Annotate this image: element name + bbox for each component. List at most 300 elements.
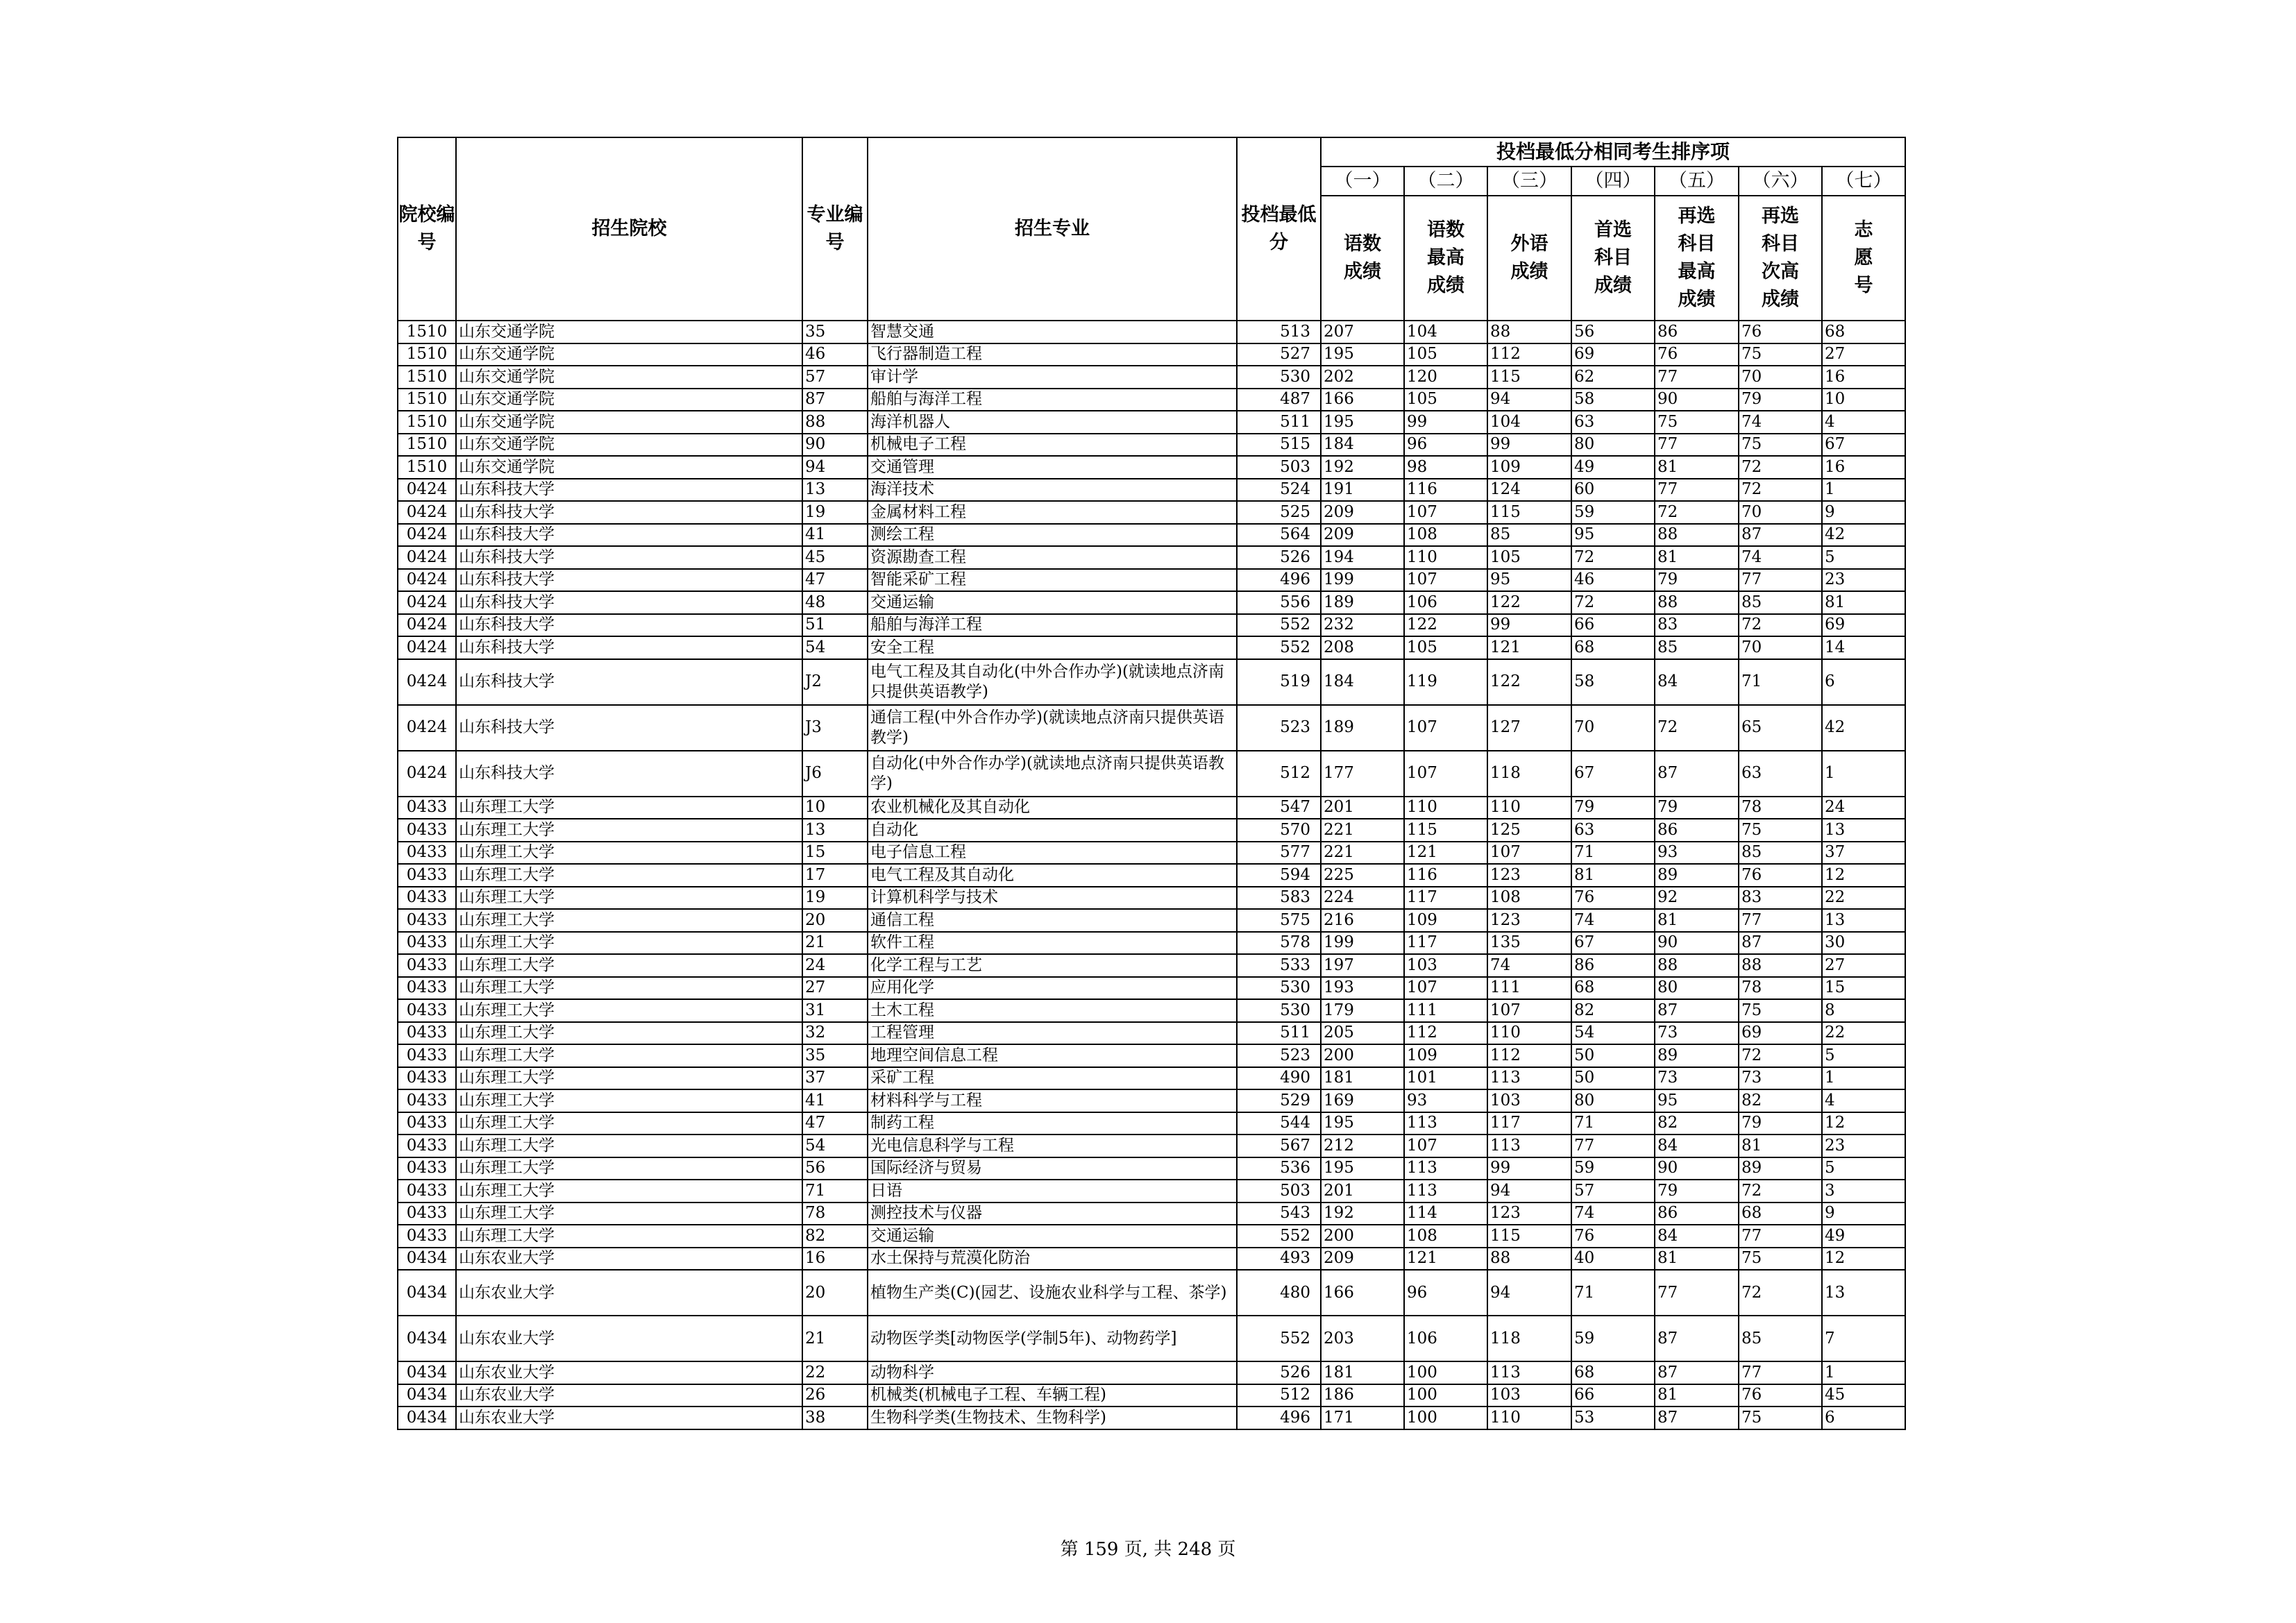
cell-school-code: 1510	[398, 456, 456, 479]
table-row	[398, 977, 1905, 1000]
cell-score-4: 70	[1571, 705, 1655, 751]
cell-score-7: 45	[1822, 1384, 1905, 1407]
cell-score-4: 80	[1571, 434, 1655, 457]
cell-major-code: 47	[802, 569, 868, 592]
cell-major-name: 日语	[868, 1180, 1237, 1203]
table-row	[398, 1112, 1905, 1135]
table-row	[398, 1135, 1905, 1157]
cell-score-2: 100	[1404, 1361, 1487, 1384]
cell-score-2: 110	[1404, 546, 1487, 569]
table-row	[398, 411, 1905, 434]
cell-score-1: 171	[1321, 1407, 1404, 1429]
cell-score-3: 99	[1487, 614, 1571, 637]
cell-score-6: 87	[1739, 932, 1822, 955]
cell-score-6: 77	[1739, 1361, 1822, 1384]
cell-score-7: 1	[1822, 1067, 1905, 1090]
cell-score-6: 70	[1739, 636, 1822, 659]
cell-school-code: 1510	[398, 389, 456, 411]
cell-score-7: 1	[1822, 1361, 1905, 1384]
cell-score-7: 15	[1822, 977, 1905, 1000]
cell-score-6: 73	[1739, 1067, 1822, 1090]
cell-score-7: 12	[1822, 1112, 1905, 1135]
cell-school-name: 山东理工大学	[456, 977, 802, 1000]
cell-score-2: 105	[1404, 636, 1487, 659]
cell-score-5: 76	[1655, 343, 1739, 366]
cell-school-name: 山东理工大学	[456, 1112, 802, 1135]
cell-score-6: 72	[1739, 456, 1822, 479]
cell-major-name: 电气工程及其自动化(中外合作办学)(就读地点济南只提供英语教学)	[868, 659, 1237, 705]
cell-score-1: 200	[1321, 1044, 1404, 1067]
cell-score-6: 83	[1739, 887, 1822, 910]
cell-score-3: 118	[1487, 1316, 1571, 1361]
cell-score-1: 201	[1321, 797, 1404, 819]
cell-score-1: 200	[1321, 1225, 1404, 1248]
cell-school-name: 山东理工大学	[456, 932, 802, 955]
cell-score-5: 82	[1655, 1112, 1739, 1135]
cell-school-code: 0433	[398, 909, 456, 932]
cell-score-6: 63	[1739, 751, 1822, 797]
cell-score-3: 103	[1487, 1089, 1571, 1112]
cell-school-code: 0433	[398, 932, 456, 955]
cell-score-6: 70	[1739, 366, 1822, 389]
cell-score-2: 108	[1404, 524, 1487, 547]
cell-major-name: 土木工程	[868, 999, 1237, 1022]
cell-min-score: 533	[1237, 954, 1321, 977]
cell-score-2: 106	[1404, 591, 1487, 614]
cell-score-6: 75	[1739, 819, 1822, 842]
cell-major-code: 78	[802, 1203, 868, 1225]
cell-score-5: 81	[1655, 909, 1739, 932]
cell-score-3: 88	[1487, 1248, 1571, 1271]
cell-min-score: 530	[1237, 999, 1321, 1022]
table-header	[398, 137, 1905, 321]
cell-major-name: 农业机械化及其自动化	[868, 797, 1237, 819]
cell-score-7: 7	[1822, 1316, 1905, 1361]
cell-major-name: 水土保持与荒漠化防治	[868, 1248, 1237, 1271]
cell-score-5: 77	[1655, 479, 1739, 502]
cell-major-name: 材料科学与工程	[868, 1089, 1237, 1112]
cell-school-code: 0433	[398, 797, 456, 819]
cell-major-code: 22	[802, 1361, 868, 1384]
cell-score-4: 86	[1571, 954, 1655, 977]
cell-major-name: 金属材料工程	[868, 501, 1237, 524]
cell-score-5: 86	[1655, 1203, 1739, 1225]
cell-major-code: 32	[802, 1022, 868, 1045]
cell-major-code: 17	[802, 864, 868, 887]
cell-score-5: 89	[1655, 1044, 1739, 1067]
cell-min-score: 536	[1237, 1157, 1321, 1180]
cell-score-1: 195	[1321, 1157, 1404, 1180]
cell-min-score: 525	[1237, 501, 1321, 524]
cell-score-6: 70	[1739, 501, 1822, 524]
cell-score-7: 9	[1822, 501, 1905, 524]
cell-score-1: 221	[1321, 842, 1404, 865]
header-order-4: （四）	[1571, 167, 1655, 196]
cell-min-score: 552	[1237, 636, 1321, 659]
cell-school-name: 山东农业大学	[456, 1407, 802, 1429]
cell-school-name: 山东交通学院	[456, 366, 802, 389]
cell-score-3: 109	[1487, 456, 1571, 479]
cell-school-code: 0433	[398, 1067, 456, 1090]
cell-school-name: 山东理工大学	[456, 842, 802, 865]
cell-min-score: 526	[1237, 546, 1321, 569]
cell-major-code: 19	[802, 501, 868, 524]
cell-major-name: 电气工程及其自动化	[868, 864, 1237, 887]
cell-score-6: 75	[1739, 1407, 1822, 1429]
table-row	[398, 659, 1905, 705]
table-row	[398, 1407, 1905, 1429]
page-footer: 第 159 页, 共 248 页	[1060, 1539, 1236, 1560]
cell-major-name: 动物医学类[动物医学(学制5年)、动物药学]	[868, 1316, 1237, 1361]
cell-major-code: 54	[802, 636, 868, 659]
header-school-code: 院校编号	[398, 137, 456, 321]
cell-score-6: 75	[1739, 343, 1822, 366]
cell-school-code: 1510	[398, 434, 456, 457]
cell-major-name: 机械电子工程	[868, 434, 1237, 457]
cell-major-code: 41	[802, 1089, 868, 1112]
cell-score-5: 77	[1655, 434, 1739, 457]
cell-min-score: 547	[1237, 797, 1321, 819]
cell-major-code: 15	[802, 842, 868, 865]
cell-min-score: 526	[1237, 1361, 1321, 1384]
cell-score-7: 3	[1822, 1180, 1905, 1203]
cell-min-score: 578	[1237, 932, 1321, 955]
cell-score-5: 81	[1655, 546, 1739, 569]
cell-major-name: 电子信息工程	[868, 842, 1237, 865]
cell-score-4: 40	[1571, 1248, 1655, 1271]
cell-score-2: 100	[1404, 1407, 1487, 1429]
cell-score-1: 201	[1321, 1180, 1404, 1203]
cell-major-name: 自动化	[868, 819, 1237, 842]
table-row	[398, 1225, 1905, 1248]
cell-score-5: 90	[1655, 389, 1739, 411]
cell-major-name: 通信工程	[868, 909, 1237, 932]
cell-score-5: 79	[1655, 797, 1739, 819]
cell-score-3: 88	[1487, 321, 1571, 343]
cell-school-name: 山东科技大学	[456, 479, 802, 502]
cell-major-name: 测控技术与仪器	[868, 1203, 1237, 1225]
cell-score-7: 8	[1822, 999, 1905, 1022]
cell-school-code: 0433	[398, 1044, 456, 1067]
cell-major-name: 动物科学	[868, 1361, 1237, 1384]
cell-school-code: 1510	[398, 343, 456, 366]
table-row	[398, 569, 1905, 592]
cell-major-code: 82	[802, 1225, 868, 1248]
cell-score-5: 79	[1655, 1180, 1739, 1203]
cell-min-score: 544	[1237, 1112, 1321, 1135]
cell-score-5: 85	[1655, 636, 1739, 659]
table-row	[398, 501, 1905, 524]
cell-score-1: 197	[1321, 954, 1404, 977]
cell-school-code: 0433	[398, 842, 456, 865]
cell-major-name: 交通运输	[868, 591, 1237, 614]
cell-score-6: 77	[1739, 1225, 1822, 1248]
cell-school-name: 山东理工大学	[456, 1225, 802, 1248]
cell-score-4: 71	[1571, 1112, 1655, 1135]
cell-score-5: 88	[1655, 591, 1739, 614]
cell-score-1: 189	[1321, 591, 1404, 614]
cell-school-name: 山东理工大学	[456, 999, 802, 1022]
cell-score-5: 87	[1655, 1361, 1739, 1384]
cell-score-2: 107	[1404, 751, 1487, 797]
cell-min-score: 556	[1237, 591, 1321, 614]
cell-score-1: 209	[1321, 524, 1404, 547]
cell-score-5: 87	[1655, 1316, 1739, 1361]
cell-min-score: 513	[1237, 321, 1321, 343]
cell-score-3: 113	[1487, 1067, 1571, 1090]
cell-score-5: 80	[1655, 977, 1739, 1000]
cell-score-7: 5	[1822, 546, 1905, 569]
cell-major-code: 41	[802, 524, 868, 547]
cell-score-7: 69	[1822, 614, 1905, 637]
table-row	[398, 1022, 1905, 1045]
cell-score-6: 79	[1739, 389, 1822, 411]
cell-score-4: 58	[1571, 659, 1655, 705]
cell-score-1: 181	[1321, 1361, 1404, 1384]
cell-school-code: 0424	[398, 636, 456, 659]
cell-major-name: 自动化(中外合作办学)(就读地点济南只提供英语教学)	[868, 751, 1237, 797]
cell-school-code: 0433	[398, 954, 456, 977]
table-row	[398, 366, 1905, 389]
cell-score-6: 81	[1739, 1135, 1822, 1157]
cell-min-score: 512	[1237, 751, 1321, 797]
cell-score-4: 68	[1571, 977, 1655, 1000]
cell-score-1: 216	[1321, 909, 1404, 932]
cell-score-6: 72	[1739, 479, 1822, 502]
cell-major-name: 飞行器制造工程	[868, 343, 1237, 366]
cell-min-score: 511	[1237, 411, 1321, 434]
cell-school-code: 0433	[398, 1022, 456, 1045]
cell-score-6: 77	[1739, 569, 1822, 592]
table-row	[398, 932, 1905, 955]
cell-min-score: 577	[1237, 842, 1321, 865]
cell-school-code: 0433	[398, 1203, 456, 1225]
cell-major-code: 48	[802, 591, 868, 614]
cell-major-name: 审计学	[868, 366, 1237, 389]
cell-score-6: 88	[1739, 954, 1822, 977]
cell-score-6: 85	[1739, 591, 1822, 614]
cell-score-7: 42	[1822, 705, 1905, 751]
cell-score-6: 68	[1739, 1203, 1822, 1225]
table-row	[398, 1384, 1905, 1407]
cell-min-score: 594	[1237, 864, 1321, 887]
header-order-1: （一）	[1321, 167, 1404, 196]
cell-score-1: 166	[1321, 1270, 1404, 1316]
cell-score-7: 23	[1822, 1135, 1905, 1157]
cell-score-1: 212	[1321, 1135, 1404, 1157]
cell-score-4: 76	[1571, 887, 1655, 910]
cell-score-5: 93	[1655, 842, 1739, 865]
cell-score-5: 75	[1655, 411, 1739, 434]
header-sub-1: 语数成绩	[1321, 196, 1404, 321]
cell-score-1: 184	[1321, 434, 1404, 457]
cell-school-name: 山东交通学院	[456, 389, 802, 411]
cell-score-3: 121	[1487, 636, 1571, 659]
cell-major-name: 海洋技术	[868, 479, 1237, 502]
cell-school-code: 0434	[398, 1270, 456, 1316]
cell-score-5: 84	[1655, 659, 1739, 705]
cell-score-3: 127	[1487, 705, 1571, 751]
cell-score-5: 84	[1655, 1135, 1739, 1157]
header-order-3: （三）	[1487, 167, 1571, 196]
cell-school-name: 山东理工大学	[456, 797, 802, 819]
table-row	[398, 1157, 1905, 1180]
cell-score-2: 121	[1404, 1248, 1487, 1271]
cell-score-2: 113	[1404, 1157, 1487, 1180]
cell-score-4: 80	[1571, 1089, 1655, 1112]
cell-score-5: 92	[1655, 887, 1739, 910]
cell-major-code: J3	[802, 705, 868, 751]
cell-score-1: 195	[1321, 1112, 1404, 1135]
cell-score-3: 113	[1487, 1135, 1571, 1157]
cell-score-6: 85	[1739, 1316, 1822, 1361]
header-sub-7: 志愿号	[1822, 196, 1905, 321]
cell-score-4: 63	[1571, 411, 1655, 434]
cell-score-3: 124	[1487, 479, 1571, 502]
cell-min-score: 527	[1237, 343, 1321, 366]
cell-major-code: 24	[802, 954, 868, 977]
cell-major-name: 光电信息科学与工程	[868, 1135, 1237, 1157]
table-row	[398, 1180, 1905, 1203]
cell-score-1: 195	[1321, 343, 1404, 366]
cell-school-name: 山东理工大学	[456, 819, 802, 842]
table-row	[398, 705, 1905, 751]
cell-score-1: 194	[1321, 546, 1404, 569]
cell-major-name: 采矿工程	[868, 1067, 1237, 1090]
cell-score-4: 79	[1571, 797, 1655, 819]
cell-score-5: 89	[1655, 864, 1739, 887]
cell-score-6: 85	[1739, 842, 1822, 865]
cell-school-name: 山东科技大学	[456, 591, 802, 614]
cell-score-2: 101	[1404, 1067, 1487, 1090]
table-row	[398, 524, 1905, 547]
cell-score-7: 4	[1822, 411, 1905, 434]
cell-school-code: 0433	[398, 1112, 456, 1135]
cell-score-7: 6	[1822, 1407, 1905, 1429]
cell-school-code: 0433	[398, 864, 456, 887]
cell-score-6: 82	[1739, 1089, 1822, 1112]
cell-school-name: 山东理工大学	[456, 1022, 802, 1045]
cell-score-6: 72	[1739, 614, 1822, 637]
cell-score-6: 71	[1739, 659, 1822, 705]
cell-school-code: 0424	[398, 546, 456, 569]
cell-score-6: 74	[1739, 546, 1822, 569]
cell-score-7: 27	[1822, 954, 1905, 977]
cell-major-name: 交通管理	[868, 456, 1237, 479]
cell-score-2: 109	[1404, 1044, 1487, 1067]
cell-score-2: 96	[1404, 434, 1487, 457]
cell-major-code: 20	[802, 1270, 868, 1316]
cell-min-score: 490	[1237, 1067, 1321, 1090]
cell-min-score: 529	[1237, 1089, 1321, 1112]
cell-score-3: 110	[1487, 797, 1571, 819]
cell-score-2: 113	[1404, 1112, 1487, 1135]
cell-major-code: 27	[802, 977, 868, 1000]
cell-score-2: 116	[1404, 864, 1487, 887]
cell-major-code: 19	[802, 887, 868, 910]
cell-score-6: 65	[1739, 705, 1822, 751]
cell-school-code: 0424	[398, 591, 456, 614]
cell-major-name: 船舶与海洋工程	[868, 389, 1237, 411]
cell-score-1: 205	[1321, 1022, 1404, 1045]
header-sub-6: 再选科目次高成绩	[1739, 196, 1822, 321]
cell-school-code: 0433	[398, 1225, 456, 1248]
cell-major-code: 88	[802, 411, 868, 434]
cell-score-7: 49	[1822, 1225, 1905, 1248]
cell-school-name: 山东农业大学	[456, 1316, 802, 1361]
cell-score-7: 22	[1822, 887, 1905, 910]
cell-score-6: 75	[1739, 434, 1822, 457]
cell-score-5: 72	[1655, 501, 1739, 524]
cell-score-5: 95	[1655, 1089, 1739, 1112]
cell-min-score: 515	[1237, 434, 1321, 457]
cell-score-6: 74	[1739, 411, 1822, 434]
cell-score-6: 75	[1739, 999, 1822, 1022]
cell-score-5: 81	[1655, 1384, 1739, 1407]
cell-score-3: 94	[1487, 389, 1571, 411]
cell-score-3: 110	[1487, 1407, 1571, 1429]
cell-score-4: 76	[1571, 1225, 1655, 1248]
cell-school-code: 0424	[398, 614, 456, 637]
cell-major-code: 46	[802, 343, 868, 366]
cell-major-code: 71	[802, 1180, 868, 1203]
cell-major-name: 植物生产类(C)(园艺、设施农业科学与工程、茶学)	[868, 1270, 1237, 1316]
cell-school-code: 0433	[398, 1135, 456, 1157]
cell-min-score: 487	[1237, 389, 1321, 411]
cell-major-name: 工程管理	[868, 1022, 1237, 1045]
cell-score-7: 13	[1822, 1270, 1905, 1316]
cell-score-1: 232	[1321, 614, 1404, 637]
cell-major-code: 31	[802, 999, 868, 1022]
cell-school-name: 山东农业大学	[456, 1248, 802, 1271]
cell-major-name: 安全工程	[868, 636, 1237, 659]
cell-major-code: 13	[802, 479, 868, 502]
cell-min-score: 530	[1237, 366, 1321, 389]
cell-score-4: 59	[1571, 1157, 1655, 1180]
table-row	[398, 1089, 1905, 1112]
cell-score-7: 1	[1822, 479, 1905, 502]
cell-score-4: 69	[1571, 343, 1655, 366]
cell-school-name: 山东交通学院	[456, 456, 802, 479]
cell-score-3: 107	[1487, 842, 1571, 865]
cell-school-code: 0433	[398, 1089, 456, 1112]
cell-min-score: 530	[1237, 977, 1321, 1000]
cell-score-7: 13	[1822, 819, 1905, 842]
cell-score-6: 87	[1739, 524, 1822, 547]
cell-score-2: 115	[1404, 819, 1487, 842]
cell-score-1: 199	[1321, 932, 1404, 955]
cell-score-3: 112	[1487, 343, 1571, 366]
table-row	[398, 434, 1905, 457]
cell-score-4: 57	[1571, 1180, 1655, 1203]
cell-score-3: 123	[1487, 1203, 1571, 1225]
cell-score-7: 1	[1822, 751, 1905, 797]
cell-score-4: 62	[1571, 366, 1655, 389]
table-row	[398, 591, 1905, 614]
cell-score-7: 13	[1822, 909, 1905, 932]
cell-score-4: 74	[1571, 1203, 1655, 1225]
cell-score-1: 203	[1321, 1316, 1404, 1361]
cell-school-name: 山东科技大学	[456, 614, 802, 637]
cell-major-code: 37	[802, 1067, 868, 1090]
cell-score-3: 123	[1487, 864, 1571, 887]
cell-score-7: 27	[1822, 343, 1905, 366]
cell-score-1: 186	[1321, 1384, 1404, 1407]
table-row	[398, 954, 1905, 977]
cell-score-4: 67	[1571, 932, 1655, 955]
cell-major-name: 计算机科学与技术	[868, 887, 1237, 910]
cell-score-2: 98	[1404, 456, 1487, 479]
